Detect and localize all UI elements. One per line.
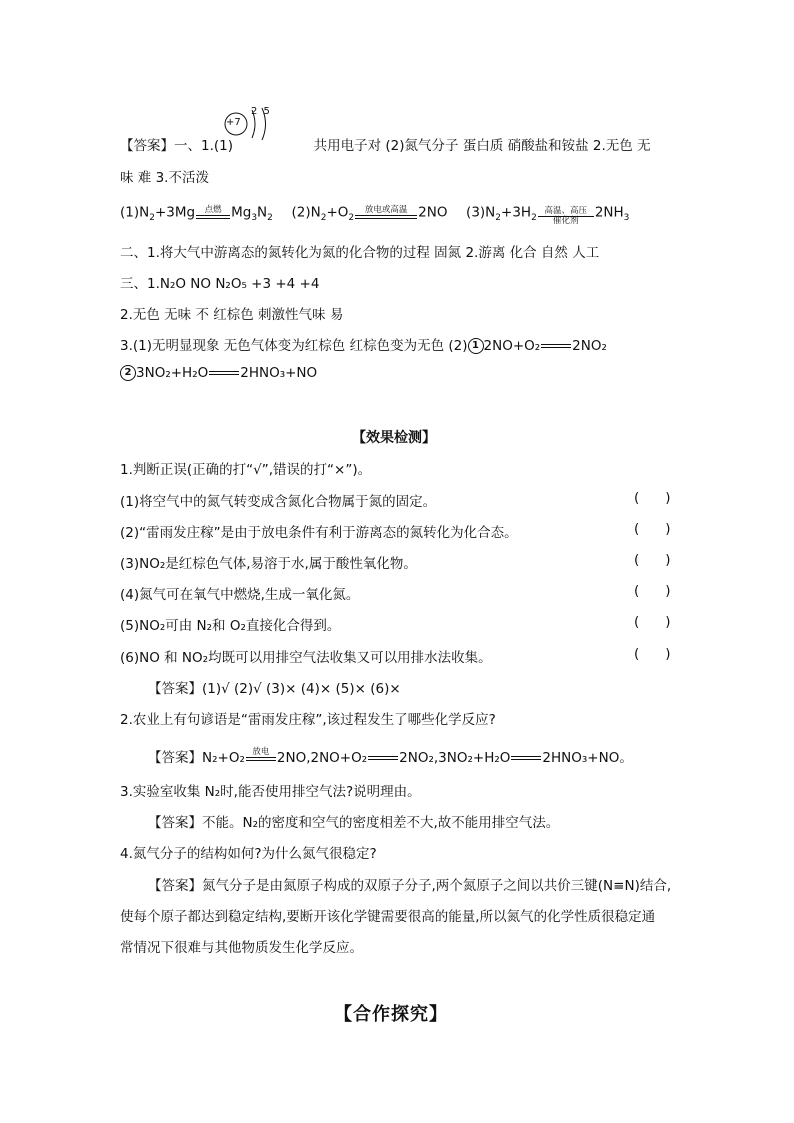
cooperation-section-title: 【合作探究】 [334, 1004, 448, 1025]
reactions-line: $(1)N_2+3Mg$ 点燃 $Mg_3N_2$ $(2)N_2+O_2$ 放电或高温 2NO $(3)N_2+3H_2$ 高温、高压 催化剂 $2NH_3$ [120, 204, 630, 226]
answer-1: 【答案】(1)√ (2)√ (3)× (4)× (5)× (6)× [148, 681, 401, 697]
answer-line-2: 味 难 3.不活泼 [120, 170, 209, 186]
judge-item-5: (5)NO₂可由 N₂和 O₂直接化合得到。 [120, 618, 341, 634]
answer-line-7: 3.(1)无明显现象 无色气体变为红棕色 红棕色变为无色 (2) 1 2NO+O₂ 2NO₂ [120, 338, 607, 354]
answer-4-line-3: 常情况下很难与其他物质发生化学反应。 [120, 940, 363, 956]
discharge-arrow-2: 放电 [246, 748, 276, 761]
answer-paren-5: ( ) [634, 614, 671, 630]
answer-text: 共用电子对 (2)氮气分子 蛋白质 硝酸盐和铵盐 2.无色 无 [313, 138, 651, 154]
answer-paren-4: ( ) [634, 583, 671, 599]
judge-item-2: (2)“雷雨发庄稼”是由于放电条件有利于游离态的氮转化为化合态。 [120, 525, 518, 541]
question-4: 4.氮气分子的结构如何?为什么氮气很稳定? [120, 846, 377, 862]
question-2: 2.农业上有句谚语是“雷雨发庄稼”,该过程发生了哪些化学反应? [120, 712, 496, 728]
judge-item-1: (1)将空气中的氮气转变成含氮化合物属于氮的固定。 [120, 494, 437, 510]
question-3: 3.实验室收集 N₂时,能否使用排空气法?说明理由。 [120, 784, 421, 800]
answer-prefix: 【答案】一、1.(1) [120, 138, 234, 154]
circled-number-1: 1 [468, 338, 484, 354]
answer-paren-1: ( ) [634, 490, 671, 506]
discharge-arrow: 放电或高温 [355, 206, 417, 219]
catalyst-arrow: 高温、高压 催化剂 [538, 207, 594, 226]
judge-item-4: (4)氮气可在氧气中燃烧,生成一氧化氮。 [120, 587, 360, 603]
answer-4-line-2: 使每个原子都达到稳定结构,要断开该化学键需要很高的能量,所以氮气的化学性质很稳定通 [120, 909, 656, 925]
answer-line-6: 2.无色 无味 不 红棕色 刺激性气味 易 [120, 307, 344, 323]
answer-line-5: 三、1.N₂O NO N₂O₅ +3 +4 +4 [120, 276, 320, 292]
answer-paren-6: ( ) [634, 646, 671, 662]
answer-2: 【答案】N₂+O₂ 放电 2NO,2NO+O₂ 2NO₂,3NO₂+H₂O 2HNO₃+NO。 [148, 746, 633, 766]
atom-nucleus: +7 [226, 117, 241, 128]
answer-paren-3: ( ) [634, 552, 671, 568]
ignite-arrow: 点燃 [196, 206, 230, 219]
answer-line-8: 2 3NO₂+H₂O 2HNO₃+NO [120, 365, 317, 381]
judge-item-3: (3)NO₂是红棕色气体,易溶于水,属于酸性氧化物。 [120, 556, 417, 572]
atom-shells: 2 5 [251, 106, 270, 117]
circled-number-2: 2 [120, 365, 136, 381]
answer-4-line-1: 【答案】氮气分子是由氮原子构成的双原子分子,两个氮原子之间以共价三键(N≡N)结合, [148, 878, 672, 894]
effect-section-title: 【效果检测】 [352, 430, 436, 446]
question-1: 1.判断正误(正确的打“√”,错误的打“×”)。 [120, 462, 372, 478]
nitrogen-atom-diagram [222, 100, 282, 146]
answer-line-4: 二、1.将大气中游离态的氮转化为氮的化合物的过程 固氮 2.游离 化合 自然 人工 [120, 245, 600, 261]
answer-3: 【答案】不能。N₂的密度和空气的密度相差不大,故不能用排空气法。 [148, 815, 560, 831]
answer-paren-2: ( ) [634, 521, 671, 537]
answer-line-1 [120, 134, 651, 154]
judge-item-6: (6)NO 和 NO₂均既可以用排空气法收集又可以用排水法收集。 [120, 650, 492, 666]
